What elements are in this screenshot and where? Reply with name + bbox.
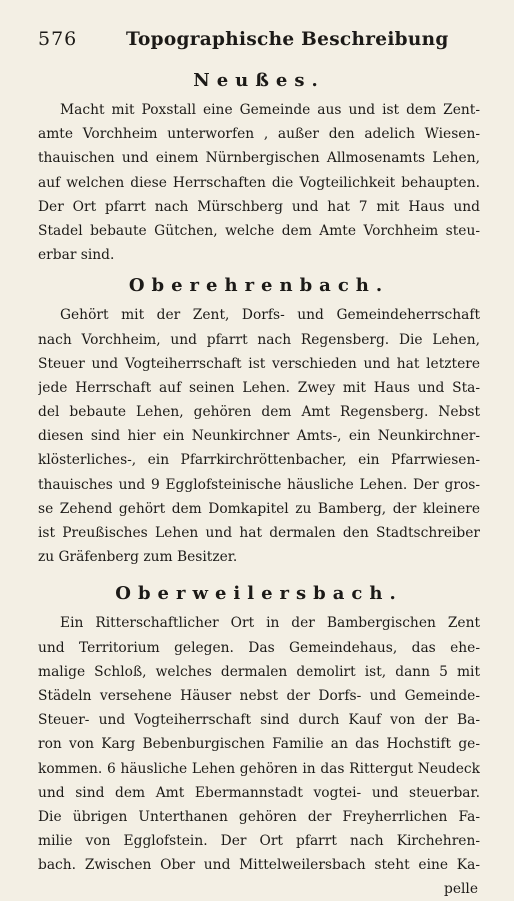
entry-heading: Oberweilersbach. [115, 583, 403, 605]
text-line: diesen sind hier ein Neunkirchner Amts-, ein Neunkirchner- [38, 428, 480, 445]
text-line: Steuer- und Vogteiherrschaft sind durch Kauf von der Ba- [38, 712, 480, 729]
text-line: thauisches und 9 Egglofsteinische häusliche Lehen. Der gros- [38, 476, 480, 493]
text-line: se Zehend gehört dem Domkapitel zu Bamberg, der kleinere [38, 500, 480, 517]
text-line: klösterliches-, ein Pfarrkirchröttenbacher, ein Pfarrwiesen- [38, 452, 480, 469]
text-line: Stadel bebaute Gütchen, welche dem Amte Vorchheim steu- [38, 222, 480, 239]
text-line: bach. Zwischen Ober und Mittelweilersbach steht eine Ka- [38, 857, 480, 874]
running-title: Topographische Beschreibung [126, 29, 449, 50]
text-line: auf welchen diese Herrschaften die Vogteilichkeit behaupten. [38, 174, 480, 191]
text-line: Gehört mit der Zent, Dorfs- und Gemeindeherrschaft [60, 307, 480, 324]
text-line: und sind dem Amt Ebermannstadt vogtei- und steuerbar. [38, 784, 480, 801]
text-line: jede Herrschaft auf seinen Lehen. Zwey mit Haus und Sta- [38, 379, 480, 396]
text-line: malige Schloß, welches dermalen demolirt ist, dann 5 mit [38, 663, 480, 680]
text-line: Ein Ritterschaftlicher Ort in der Bambergischen Zent [60, 615, 480, 632]
text-line: kommen. 6 häusliche Lehen gehören in das Rittergut Neudeck [38, 760, 480, 777]
text-line: amte Vorchheim unterworfen , außer den adelich Wiesen- [38, 126, 480, 143]
running-head [38, 28, 480, 60]
text-line: ist Preußisches Lehen und hat dermalen den Stadtschreiber [38, 525, 480, 541]
text-line: Der Ort pfarrt nach Mürschberg und hat 7 mit Haus und [38, 198, 480, 215]
text-line: Steuer und Vogteiherrschaft ist verschieden und hat letztere [38, 355, 480, 372]
entry-heading: Neußes. [193, 70, 325, 91]
entry-heading: Oberehrenbach. [128, 275, 390, 297]
text-line: Macht mit Poxstall eine Gemeinde aus und ist dem Zent- [60, 102, 480, 118]
text-line: erbar sind. [38, 247, 115, 264]
text-line: Städeln versehene Häuser nebst der Dorfs- und Gemeinde- [38, 687, 480, 704]
entry-neusses [38, 68, 480, 267]
text-line: ron von Karg Bebenburgischen Familie an das Hochstift ge- [38, 736, 480, 753]
text-line: milie von Egglofstein. Der Ort pfarrt nach Kirchehren- [38, 833, 480, 850]
text-line: thauischen und einem Nürnbergischen Allmosenamts Lehen, [38, 150, 480, 167]
text-line: nach Vorchheim, und pfarrt nach Regensberg. Die Lehen, [38, 331, 480, 348]
entry-oberweilersbach [38, 581, 480, 877]
page-number: 576 [38, 28, 78, 50]
text-line: del bebaute Lehen, gehören dem Amt Regensberg. Nebst [38, 404, 480, 421]
text-line: und Territorium gelegen. Das Gemeindehaus, das ehe- [38, 639, 480, 656]
text-line: Die übrigen Unterthanen gehören der Freyherrlichen Fa- [38, 808, 480, 825]
catchword: pelle [444, 881, 478, 898]
entry-oberehrenbach [38, 273, 480, 569]
text-line: zu Gräfenberg zum Besitzer. [38, 549, 238, 566]
